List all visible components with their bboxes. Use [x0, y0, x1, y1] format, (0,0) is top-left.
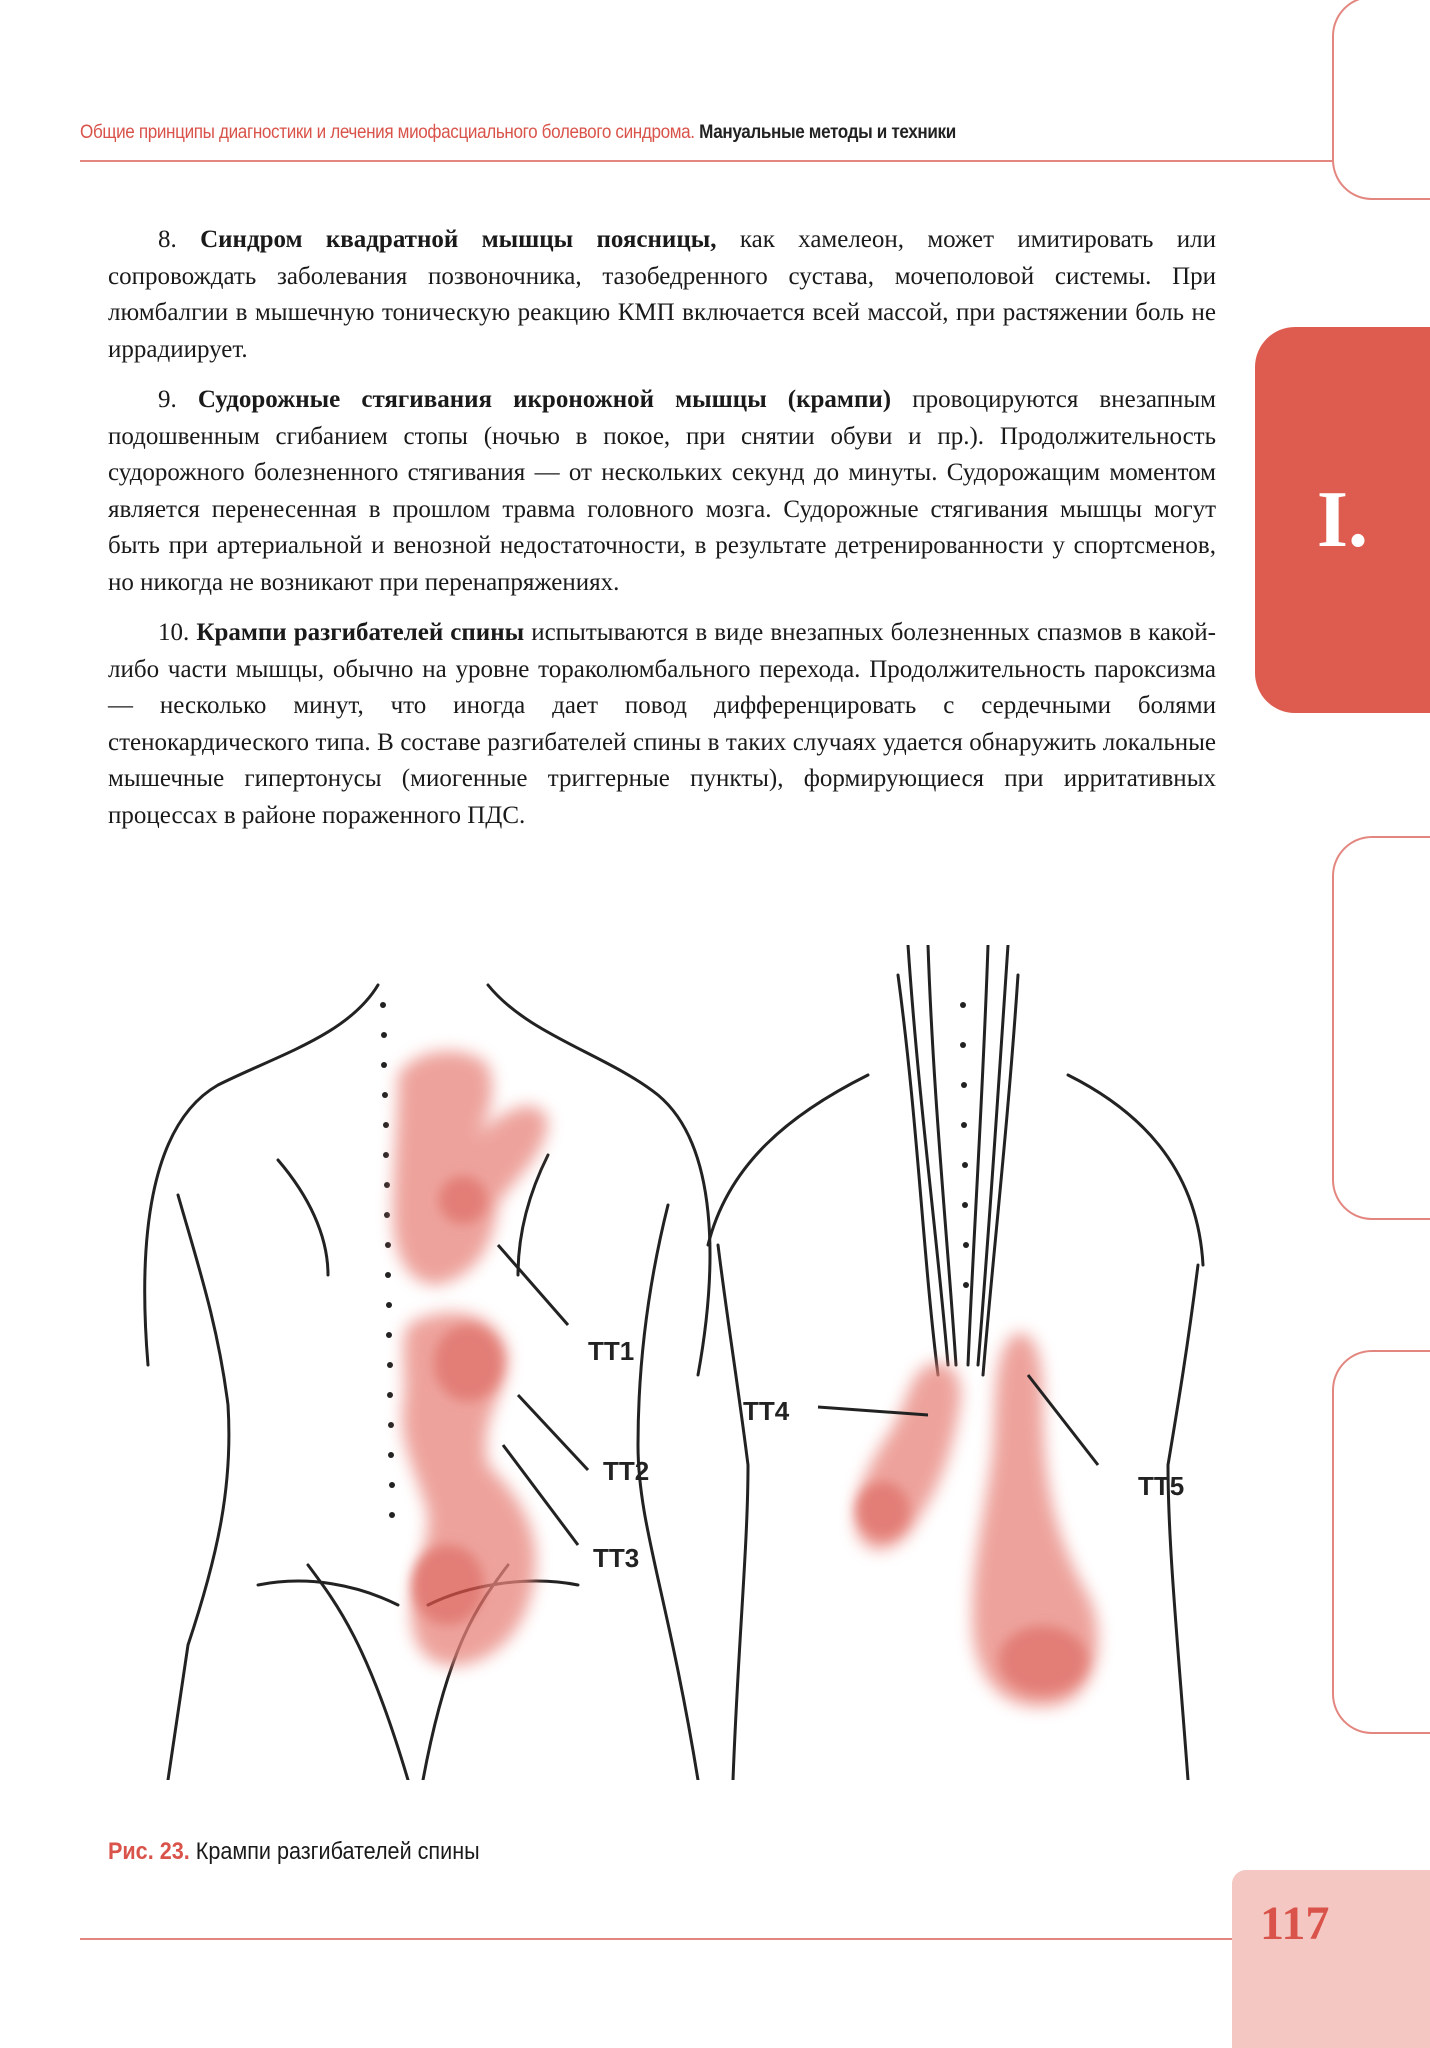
- header-divider: [80, 160, 1340, 162]
- trigger-point-tt5: [999, 1626, 1087, 1694]
- paragraph-heading: Крампи разгибателей спины: [196, 619, 525, 646]
- label-tt4: ТТ4: [743, 1396, 790, 1426]
- running-header: [80, 122, 1187, 144]
- side-tab-empty-middle: [1332, 836, 1430, 1220]
- caption-text: Крампи разгибателей спины: [195, 1838, 480, 1865]
- paragraph-9: [108, 382, 1216, 601]
- left-spine-dots: [380, 1002, 395, 1518]
- paragraph-number: 8.: [158, 226, 177, 253]
- label-tt1: ТТ1: [588, 1336, 635, 1366]
- right-spine-dots: [960, 1002, 969, 1288]
- running-section: Мануальные методы и техники: [699, 122, 956, 143]
- paragraph-heading: Судорожные стягивания икроножной мышцы (крампи): [197, 386, 892, 413]
- trigger-point-tt4: [857, 1482, 909, 1538]
- running-title: Общие принципы диагностики и лечения миофасциального болевого синдрома.: [80, 122, 695, 143]
- paragraph-text: как хамелеон, может имитировать или сопровождать заболевания позвоночника, тазобедренного сустава, мочеполовой системы. При люмбалгии в мышечную тоническую реакцию КМП включается всей массой, при растяжении боль не иррадиирует.: [108, 226, 1217, 363]
- trigger-point-tt3: [412, 1545, 484, 1625]
- right-pain-zones: [855, 1333, 1098, 1707]
- paragraph-8: [108, 222, 1216, 368]
- paragraph-number: 9.: [158, 386, 177, 413]
- caption-label: Рис. 23.: [108, 1838, 190, 1865]
- left-pain-zones: [393, 1051, 548, 1666]
- side-tab-empty-top: [1332, 0, 1430, 200]
- side-tab-empty-bottom: [1332, 1350, 1430, 1734]
- footer-divider: [80, 1938, 1242, 1940]
- figure-caption: [108, 1838, 480, 1866]
- chapter-label: I.: [1316, 475, 1369, 564]
- chapter-tab: [1255, 327, 1430, 713]
- paragraph-text: испытываются в виде внезапных болезненных спазмов в какой-либо части мышцы, обычно на уровне тораколюмбального перехода. Продолжительность пароксизма — несколько минут, что иногда дает повод дифференцировать с сердечными болями стенокардического типа. В составе разгибателей спины в таких случаях удается обнаружить локальные мышечные гипертонусы (миогенные триггерные пункты), формирующиеся при ирритативных процессах в районе пораженного ПДС.: [108, 619, 1217, 829]
- paragraph-text: провоцируются внезапным подошвенным сгибанием стопы (ночью в покое, при снятии обуви и пр.). Продолжительность судорожного болезненного стягивания — от нескольких секунд до минуты. Судорожащим моментом является перенесенная в прошлом травма головного мозга. Судорожные стягивания мышцы могут быть при артериальной и венозной недостаточности, в результате детренированности у спортсменов, но никогда не возникают при перенапряжениях.: [108, 386, 1217, 596]
- body-text: [108, 222, 1216, 848]
- paragraph-number: 10.: [158, 619, 190, 646]
- pain-zone-upper-left: [393, 1051, 548, 1285]
- right-torso-drawing: [708, 945, 1203, 1780]
- page-number: 117: [1260, 1897, 1330, 1950]
- label-tt2: ТТ2: [603, 1456, 650, 1486]
- label-tt5: ТТ5: [1138, 1471, 1185, 1501]
- paragraph-10: [108, 615, 1216, 834]
- back-pain-figure: [108, 945, 1240, 1780]
- trigger-point-tt2: [434, 1325, 502, 1401]
- label-tt3: ТТ3: [593, 1543, 640, 1573]
- trigger-point-tt1: [439, 1176, 487, 1224]
- paragraph-heading: Синдром квадратной мышцы поясницы,: [200, 226, 717, 253]
